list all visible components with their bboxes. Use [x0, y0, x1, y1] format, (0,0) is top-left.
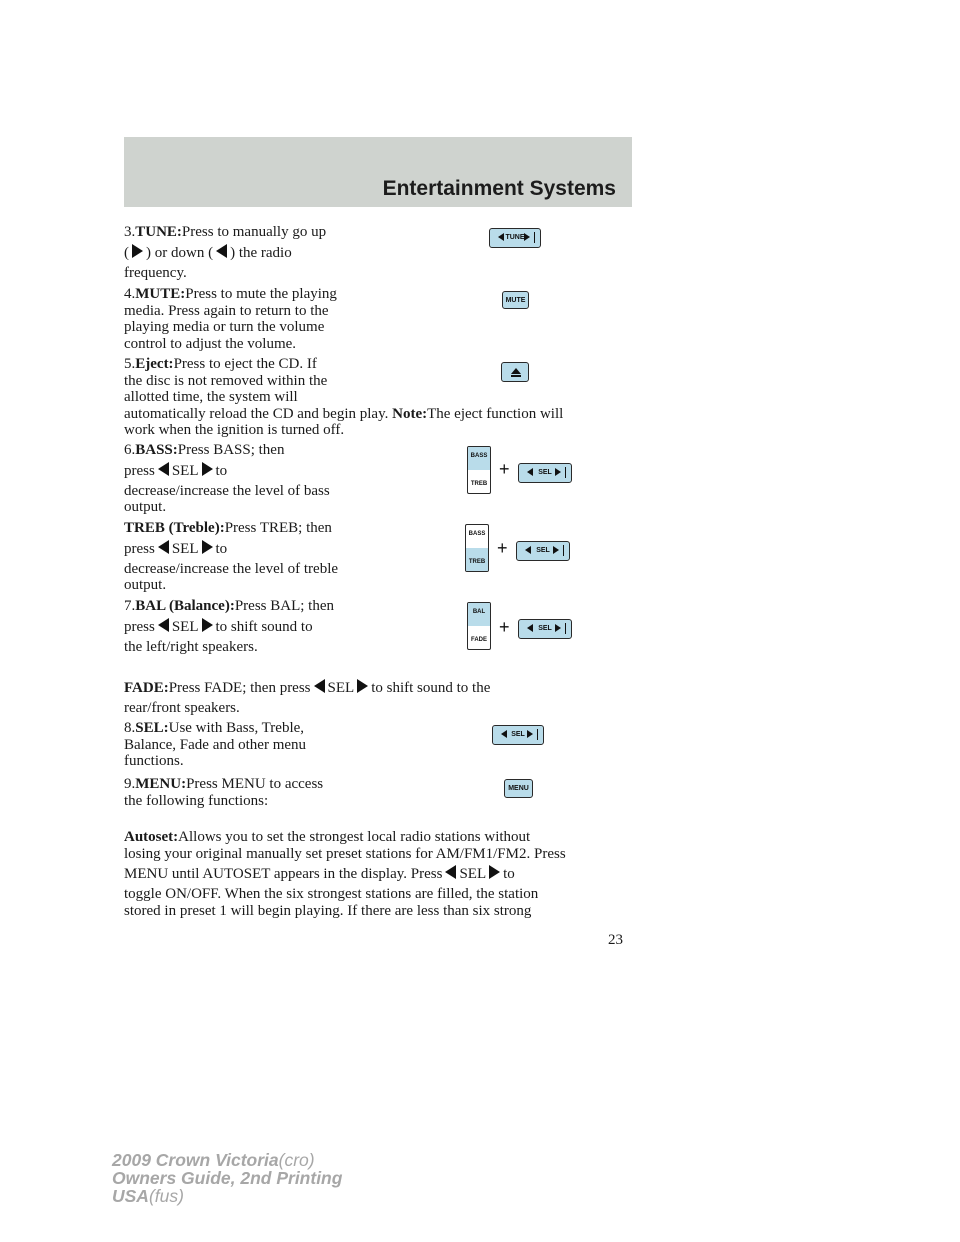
mute-button[interactable]: MUTE	[502, 291, 529, 309]
left-arrow-icon	[158, 618, 169, 632]
eject-icon	[511, 368, 521, 374]
item-autoset: Autoset:Allows you to set the strongest local radio stations without losing your original manually set preset stations for AM/FM1/FM2. Press MENU until AUTOSET appears in the display. Press SEL to toggle ON/OFF. When the six strongest stations are filled, the station stored in preset 1 will begin playing. If there are less than six strong	[124, 829, 566, 919]
right-arrow-icon	[132, 244, 143, 258]
right-arrow-icon	[555, 624, 561, 632]
sel-button[interactable]: SEL	[492, 725, 544, 745]
left-arrow-icon	[216, 244, 227, 258]
right-arrow-icon	[527, 730, 533, 738]
menu-button[interactable]: MENU	[504, 779, 533, 798]
left-arrow-icon	[445, 865, 456, 879]
right-arrow-icon	[202, 462, 213, 476]
plus-sign: +	[499, 459, 510, 479]
section-title: Entertainment Systems	[382, 177, 616, 200]
bass-treb-button[interactable]: BASS TREB	[467, 446, 491, 494]
document-footer: 2009 Crown Victoria(cro) Owners Guide, 2nd Printing USA(fus)	[112, 1150, 343, 1206]
item-eject: 5.Eject:Press to eject the CD. If the disc is not removed within the allotted time, the system will automatically reload the CD and begin play. Note:The eject function will work when the ignition is turned off.	[124, 356, 564, 438]
section-header-band	[124, 137, 632, 207]
right-arrow-icon	[202, 540, 213, 554]
left-arrow-icon	[158, 462, 169, 476]
sel-button[interactable]: SEL	[516, 541, 570, 561]
right-arrow-icon	[202, 618, 213, 632]
page-number: 23	[608, 932, 623, 948]
plus-sign: +	[497, 538, 508, 558]
item-fade: FADE:Press FADE; then press SEL to shift sound to the rear/front speakers.	[124, 680, 491, 716]
left-arrow-icon	[314, 679, 325, 693]
item-bal: 7.BAL (Balance):Press BAL; then press SEL to shift sound to the left/right speakers.	[124, 598, 335, 655]
bass-treb-button[interactable]: BASS TREB	[465, 524, 489, 572]
right-arrow-icon	[357, 679, 368, 693]
bal-fade-button[interactable]: BAL FADE	[467, 602, 491, 650]
sel-button[interactable]: SEL	[518, 619, 572, 639]
item-tune: 3.TUNE:Press to manually go up ( ) or down ( ) the radio frequency.	[124, 224, 327, 281]
right-arrow-icon	[524, 233, 530, 241]
item-mute: 4.MUTE:Press to mute the playing media. Press again to return to the playing media or turn the volume control to adjust the volume.	[124, 286, 337, 352]
plus-sign: +	[499, 617, 510, 637]
right-arrow-icon	[555, 468, 561, 476]
item-bass: 6.BASS:Press BASS; then press SEL to decrease/increase the level of bass output.	[124, 442, 330, 515]
tune-button[interactable]: TUNE	[489, 228, 541, 248]
right-arrow-icon	[489, 865, 500, 879]
eject-button[interactable]	[501, 362, 529, 382]
sel-button[interactable]: SEL	[518, 463, 572, 483]
right-arrow-icon	[553, 546, 559, 554]
item-treb: TREB (Treble):Press TREB; then press SEL to decrease/increase the level of treble output.	[124, 520, 339, 593]
item-sel: 8.SEL:Use with Bass, Treble, Balance, Fade and other menu functions.	[124, 720, 307, 769]
item-menu: 9.MENU:Press MENU to access the following functions:	[124, 776, 324, 809]
left-arrow-icon	[158, 540, 169, 554]
